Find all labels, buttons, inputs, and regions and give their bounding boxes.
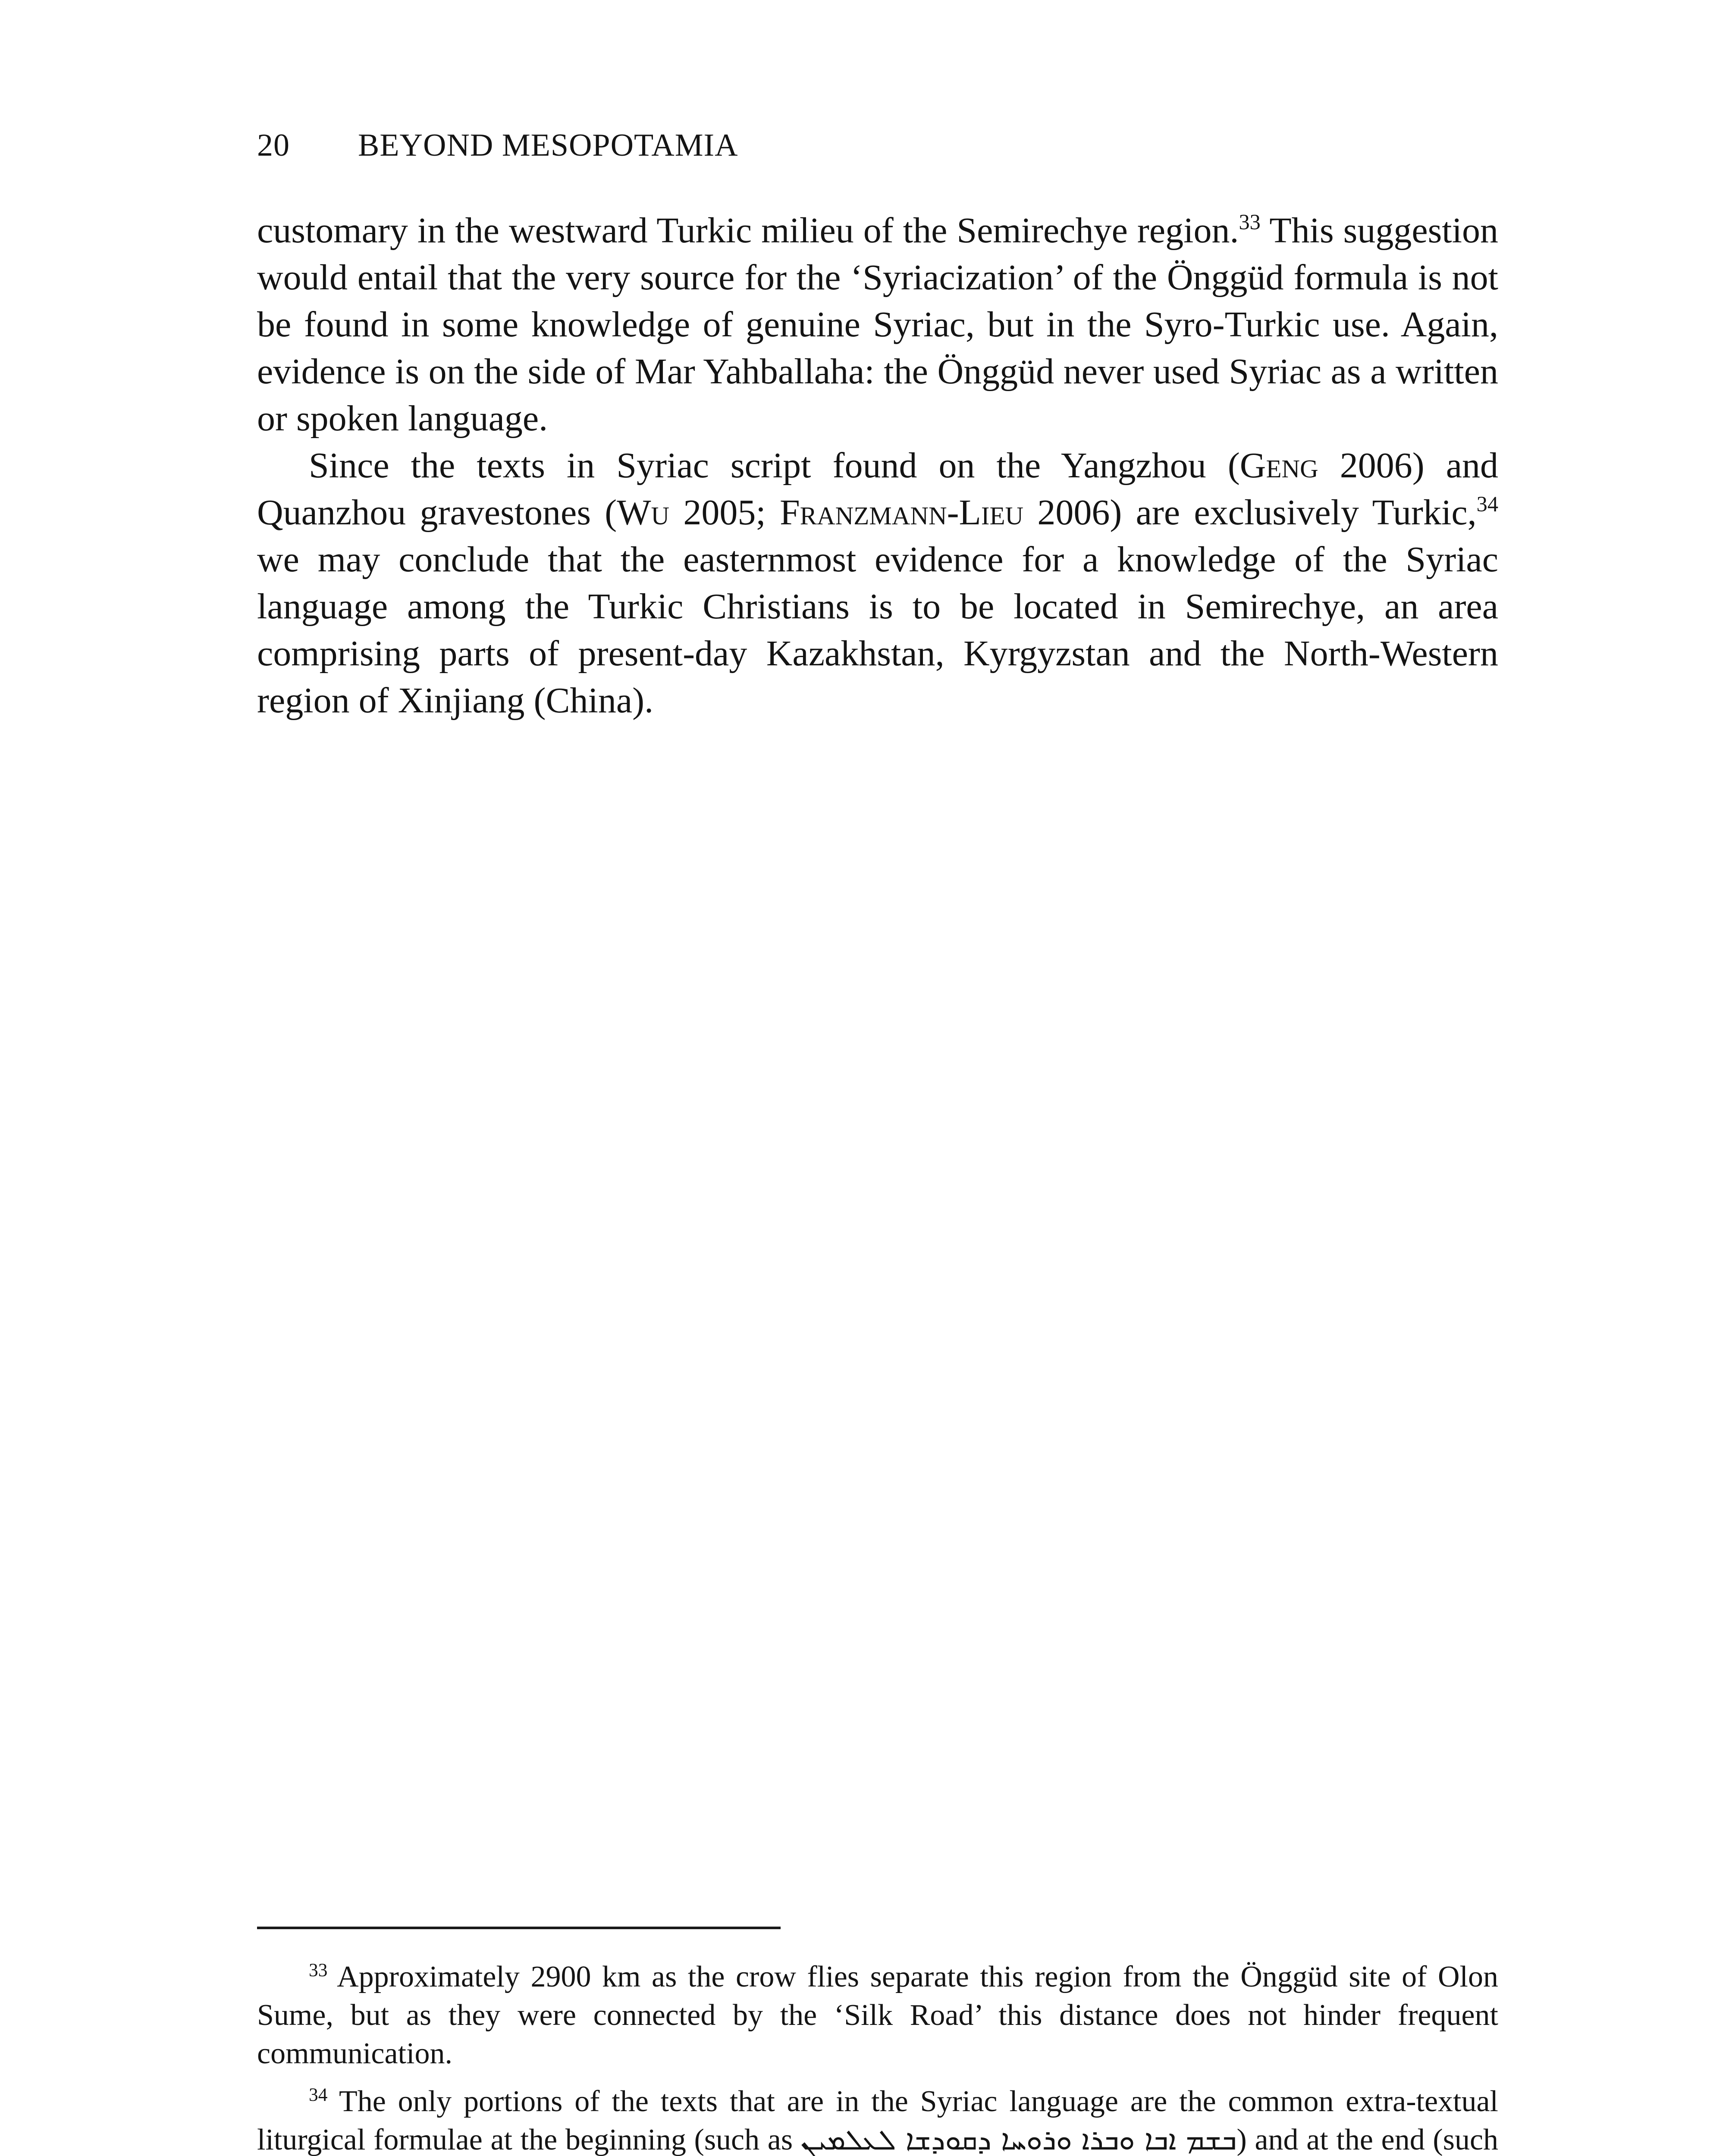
footnote-33 [257, 1958, 1498, 2073]
footnote-number-34: 34 [309, 2084, 328, 2106]
footnote-34-text-a: The only portions of the texts that are in the Syriac language are the common extra-textual liturgical formulae at the beginning (such as [257, 2085, 1498, 2156]
page-number: 20 [257, 128, 290, 163]
footnote-34-text-b: ) and at the end (such [1236, 2123, 1499, 2156]
footnote-ref-33[interactable]: 33 [1239, 210, 1261, 234]
syriac-formula-beginning: ܒܫܡ ܐܒܐ ܘܒܪܐ ܘܪܘܚܐ ܕܩܘܕܫܐ ܠܥܠܡܝܢ [800, 2123, 1237, 2156]
citation-franzmann-lieu: Franzmann-Lieu [779, 492, 1024, 533]
citation-wu: Wu [617, 492, 670, 533]
paragraph-2-text-b: 2006) and Quanzhou gravestones ( [257, 445, 1498, 533]
paragraph-2-text-a: Since the texts in Syriac script found on the Yangzhou ( [309, 445, 1240, 486]
footnote-34 [257, 2082, 1498, 2156]
footnote-number-33: 33 [309, 1960, 328, 1981]
paragraph-1-text-cont: This suggestion would entail that the very source for the ‘Syriacization’ of the Önggüd formula is not be found in some knowledge of genuine Syriac, but in the Syro-Turkic use. Again, evidence is on the side of Mar Yahballaha: the Önggüd never used Syriac as a written or spoken language. [257, 210, 1498, 439]
footnote-33-text: Approximately 2900 km as the crow flies separate this region from the Önggüd site of Olon Sume, but as they were connected by the ‘Silk Road’ this distance does not hinder frequent communication. [257, 1960, 1498, 2070]
main-text [257, 207, 1498, 724]
footnote-divider [257, 1927, 781, 1929]
paragraph-2-text-c: 2005; [669, 492, 780, 533]
paragraph-1-text: customary in the westward Turkic milieu of the Semirechye region. [257, 210, 1239, 251]
running-title: BEYOND MESOPOTAMIA [358, 128, 738, 163]
paragraph-2 [257, 442, 1498, 724]
running-head [257, 129, 738, 161]
citation-geng: Geng [1239, 445, 1318, 486]
footnote-ref-34[interactable]: 34 [1476, 492, 1499, 516]
footnotes [257, 1958, 1498, 2156]
paragraph-1 [257, 207, 1498, 442]
paragraph-2-text-d: 2006) are exclusively Turkic, [1023, 492, 1477, 533]
paragraph-2-text-e: we may conclude that the easternmost evidence for a knowledge of the Syriac language among the Turkic Christians is to be located in Semirechye, an area comprising parts of present-day Kazakhstan, Kyrgyzstan and the North-Western region of Xinjiang (China). [257, 539, 1498, 721]
